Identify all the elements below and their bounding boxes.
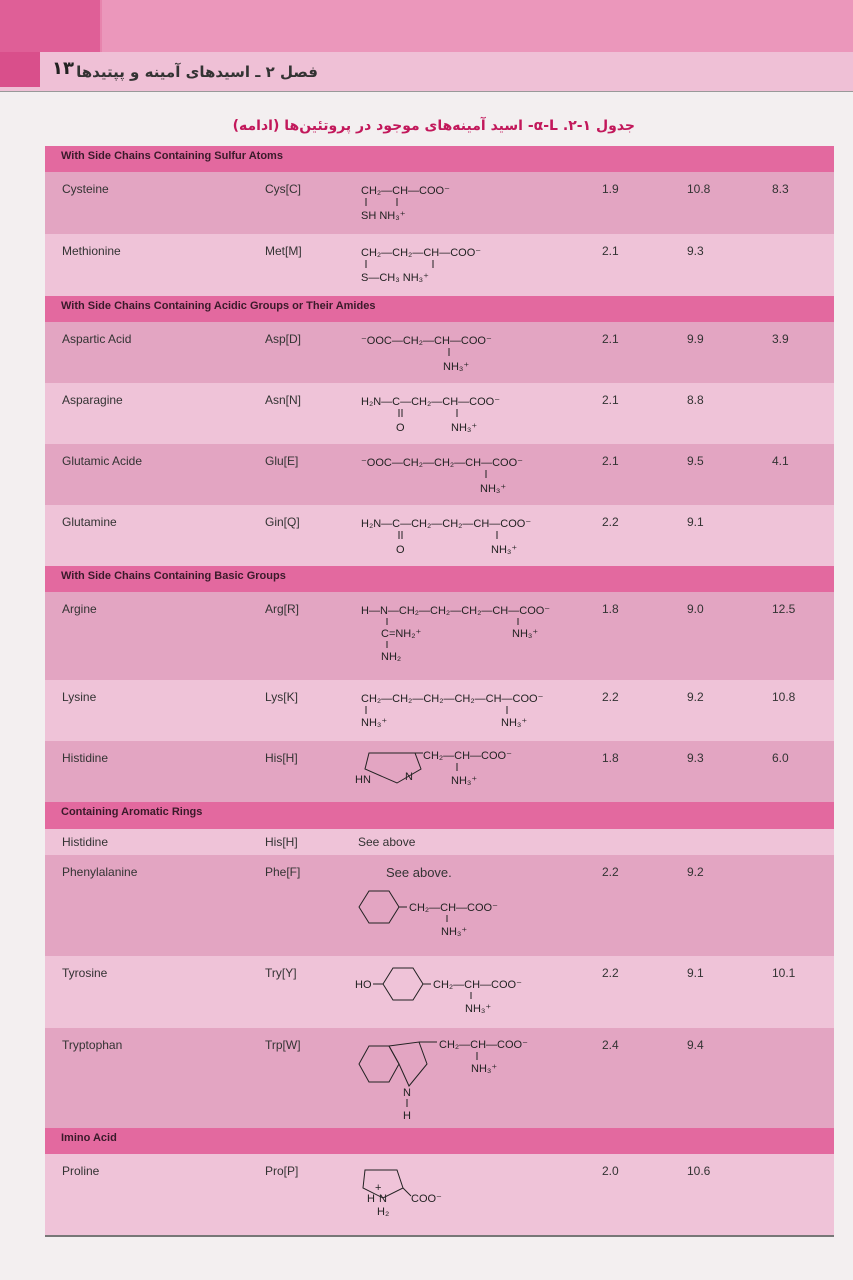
structure-glutamic-acid xyxy=(357,450,597,509)
amino-abbr: His[H] xyxy=(265,751,298,765)
table-row-asparagine xyxy=(45,383,834,444)
amino-name: Proline xyxy=(62,1164,100,1178)
structure-proline xyxy=(357,1160,577,1234)
category-label: With Side Chains Containing Basic Groups xyxy=(61,570,286,582)
pk2: 9.5 xyxy=(687,454,704,468)
structure-histidine xyxy=(357,747,577,806)
formula-sub: SH NH₃⁺ xyxy=(361,210,406,222)
structure-asparagine xyxy=(357,389,577,448)
table-row-tyrosine xyxy=(45,956,834,1028)
structure-tyrosine xyxy=(357,962,577,1032)
formula-sub: NH₃⁺ xyxy=(480,483,507,495)
table-row-phenylalanine xyxy=(45,855,834,956)
category-basic xyxy=(45,566,834,592)
formula-sub: NH₃⁺ xyxy=(465,1003,492,1015)
pk1: 2.4 xyxy=(602,1038,619,1052)
structure-methionine xyxy=(357,240,577,299)
pk2: 9.0 xyxy=(687,602,704,616)
pk2: 9.3 xyxy=(687,751,704,765)
amino-acid-table xyxy=(45,146,834,1236)
top-band-accent xyxy=(0,0,100,52)
top-band-light xyxy=(102,0,853,52)
amino-name: Glutamic Acide xyxy=(62,454,143,468)
formula-chain: CH₂—CH—COO⁻ xyxy=(439,1039,528,1051)
amino-name: Glutamine xyxy=(62,515,117,529)
amino-abbr: Arg[R] xyxy=(265,602,300,616)
pk1: 2.2 xyxy=(602,966,619,980)
pk2: 9.2 xyxy=(687,690,704,704)
pk1: 2.2 xyxy=(602,865,619,879)
amino-abbr: Asn[N] xyxy=(265,393,302,407)
category-acidic xyxy=(45,296,834,322)
pk1: 2.1 xyxy=(602,454,619,468)
amino-abbr: Lys[K] xyxy=(265,690,298,704)
pk3: 10.8 xyxy=(772,690,796,704)
header-tab xyxy=(0,52,40,87)
pk2: 9.1 xyxy=(687,515,704,529)
amino-name: Phenylalanine xyxy=(62,865,138,879)
pk2: 10.8 xyxy=(687,182,711,196)
formula-amine: NH₂ xyxy=(381,651,402,663)
amino-name: Tryptophan xyxy=(62,1038,123,1052)
pk3: 3.9 xyxy=(772,332,789,346)
amino-abbr: Phe[F] xyxy=(265,865,301,879)
table-row-glutamine xyxy=(45,505,834,566)
amino-abbr: Pro[P] xyxy=(265,1164,299,1178)
category-label: Containing Aromatic Rings xyxy=(61,806,203,818)
formula-oxygen: O xyxy=(396,422,405,434)
amino-abbr: Met[M] xyxy=(265,244,302,258)
amino-name: Argine xyxy=(62,602,97,616)
formula-sub: NH₃⁺ xyxy=(451,775,478,787)
formula-oxygen: O xyxy=(396,544,405,556)
amino-name: Asparagine xyxy=(62,393,123,407)
pk1: 2.1 xyxy=(602,393,619,407)
amino-name: Lysine xyxy=(62,690,97,704)
formula-sub: NH₃⁺ xyxy=(501,717,528,729)
table-row-histidine xyxy=(45,741,834,802)
formula-main: CH₂—CH—COO⁻ xyxy=(361,185,450,197)
category-label: With Side Chains Containing Sulfur Atoms xyxy=(61,150,283,162)
formula-carboxylate: COO⁻ xyxy=(411,1193,442,1205)
formula-sub: NH₃⁺ xyxy=(451,422,478,434)
pk3: 4.1 xyxy=(772,454,789,468)
amino-name: Histidine xyxy=(62,751,109,765)
amino-name: Histidine xyxy=(62,835,109,849)
table-caption: جدول ۱-۲. α-L- اسید آمینه‌های موجود در پروتئین‌ها (ادامه) xyxy=(232,118,635,134)
page-number: ۱۳ xyxy=(52,58,74,79)
formula-sub: S—CH₃ NH₃⁺ xyxy=(361,272,429,284)
table-row-cysteine xyxy=(45,172,834,234)
formula-main: H₂N—C—CH₂—CH—COO⁻ xyxy=(361,396,501,408)
formula-sub: NH₃⁺ xyxy=(441,926,468,938)
amino-name: Methionine xyxy=(62,244,121,258)
pk2: 9.2 xyxy=(687,865,704,879)
formula-main: ⁻OOC—CH₂—CH₂—CH—COO⁻ xyxy=(361,457,523,469)
structure-arginine xyxy=(357,598,597,684)
pk2: 9.3 xyxy=(687,244,704,258)
header-rule xyxy=(0,91,853,92)
formula-h2: H₂ xyxy=(377,1206,390,1218)
formula-sub: NH₃⁺ xyxy=(512,628,539,640)
amino-abbr: Cys[C] xyxy=(265,182,301,196)
structure-phenylalanine xyxy=(357,885,577,957)
structure-glutamine xyxy=(357,511,597,570)
pk3: 8.3 xyxy=(772,182,789,196)
pk1: 1.9 xyxy=(602,182,619,196)
category-sulfur xyxy=(45,146,834,172)
table-row-glutamic-acid xyxy=(45,444,834,505)
structure-tryptophan xyxy=(357,1034,577,1132)
table-row-tryptophan xyxy=(45,1028,834,1128)
category-label: With Side Chains Containing Acidic Groups or Their Amides xyxy=(61,300,376,312)
pk3: 10.1 xyxy=(772,966,796,980)
formula-sub: NH₃⁺ xyxy=(471,1063,498,1075)
amino-abbr: Try[Y] xyxy=(265,966,297,980)
pk2: 8.8 xyxy=(687,393,704,407)
pk1: 2.0 xyxy=(602,1164,619,1178)
formula-n: N xyxy=(403,1087,411,1099)
formula-hn: HN xyxy=(355,774,371,786)
table-row-methionine xyxy=(45,234,834,296)
formula-n: N xyxy=(405,771,413,783)
table-row-histidine-ref xyxy=(45,829,834,855)
amino-name: Cysteine xyxy=(62,182,109,196)
category-aromatic xyxy=(45,802,834,829)
table-row-arginine xyxy=(45,592,834,680)
pk1: 2.2 xyxy=(602,690,619,704)
pk1: 2.2 xyxy=(602,515,619,529)
see-above-note: See above xyxy=(358,835,416,849)
chapter-title: فصل ۲ ـ اسیدهای آمینه و پپتیدها xyxy=(76,63,318,81)
pk1: 1.8 xyxy=(602,602,619,616)
formula-epsilon-amine: NH₃⁺ xyxy=(361,717,388,729)
formula-sub: NH₃⁺ xyxy=(491,544,518,556)
formula-sub: NH₃⁺ xyxy=(443,361,470,373)
formula-main: H—N—CH₂—CH₂—CH₂—CH—COO⁻ xyxy=(361,605,551,617)
pk2: 9.1 xyxy=(687,966,704,980)
amino-abbr: Glu[E] xyxy=(265,454,299,468)
table-row-lysine xyxy=(45,680,834,741)
structure-aspartic-acid xyxy=(357,328,577,387)
pk3: 12.5 xyxy=(772,602,796,616)
amino-abbr: Gin[Q] xyxy=(265,515,300,529)
formula-n: N xyxy=(379,1193,387,1205)
pk2: 10.6 xyxy=(687,1164,711,1178)
formula-chain: CH₂—CH—COO⁻ xyxy=(433,979,522,991)
formula-h: H xyxy=(403,1110,411,1122)
pk3: 6.0 xyxy=(772,751,789,765)
amino-abbr: His[H] xyxy=(265,835,298,849)
formula-main: H₂N—C—CH₂—CH₂—CH—COO⁻ xyxy=(361,518,532,530)
structure-lysine xyxy=(357,686,597,745)
amino-name: Aspartic Acid xyxy=(62,332,132,346)
see-above-note: See above. xyxy=(386,865,452,880)
formula-hydroxyl: HO xyxy=(355,979,372,991)
structure-cysteine xyxy=(357,178,557,237)
pk1: 2.1 xyxy=(602,244,619,258)
table-row-aspartic-acid xyxy=(45,322,834,383)
category-label: Imino Acid xyxy=(61,1132,117,1144)
amino-abbr: Trp[W] xyxy=(265,1038,301,1052)
table-row-proline xyxy=(45,1154,834,1236)
top-band xyxy=(0,0,853,52)
amino-abbr: Asp[D] xyxy=(265,332,302,346)
pk1: 1.8 xyxy=(602,751,619,765)
category-imino xyxy=(45,1128,834,1154)
formula-main: CH₂—CH₂—CH₂—CH₂—CH—COO⁻ xyxy=(361,693,544,705)
pk2: 9.4 xyxy=(687,1038,704,1052)
formula-chain: CH₂—CH—COO⁻ xyxy=(423,750,512,762)
pk2: 9.9 xyxy=(687,332,704,346)
formula-guanidino: C=NH₂⁺ xyxy=(381,628,422,640)
amino-name: Tyrosine xyxy=(62,966,108,980)
table-bottom-rule xyxy=(45,1235,834,1237)
formula-h: H xyxy=(367,1193,375,1205)
formula-main: CH₂—CH₂—CH—COO⁻ xyxy=(361,247,482,259)
pk1: 2.1 xyxy=(602,332,619,346)
formula-main: ⁻OOC—CH₂—CH—COO⁻ xyxy=(361,335,492,347)
formula-chain: CH₂—CH—COO⁻ xyxy=(409,902,498,914)
formula-plus: + xyxy=(375,1182,382,1194)
